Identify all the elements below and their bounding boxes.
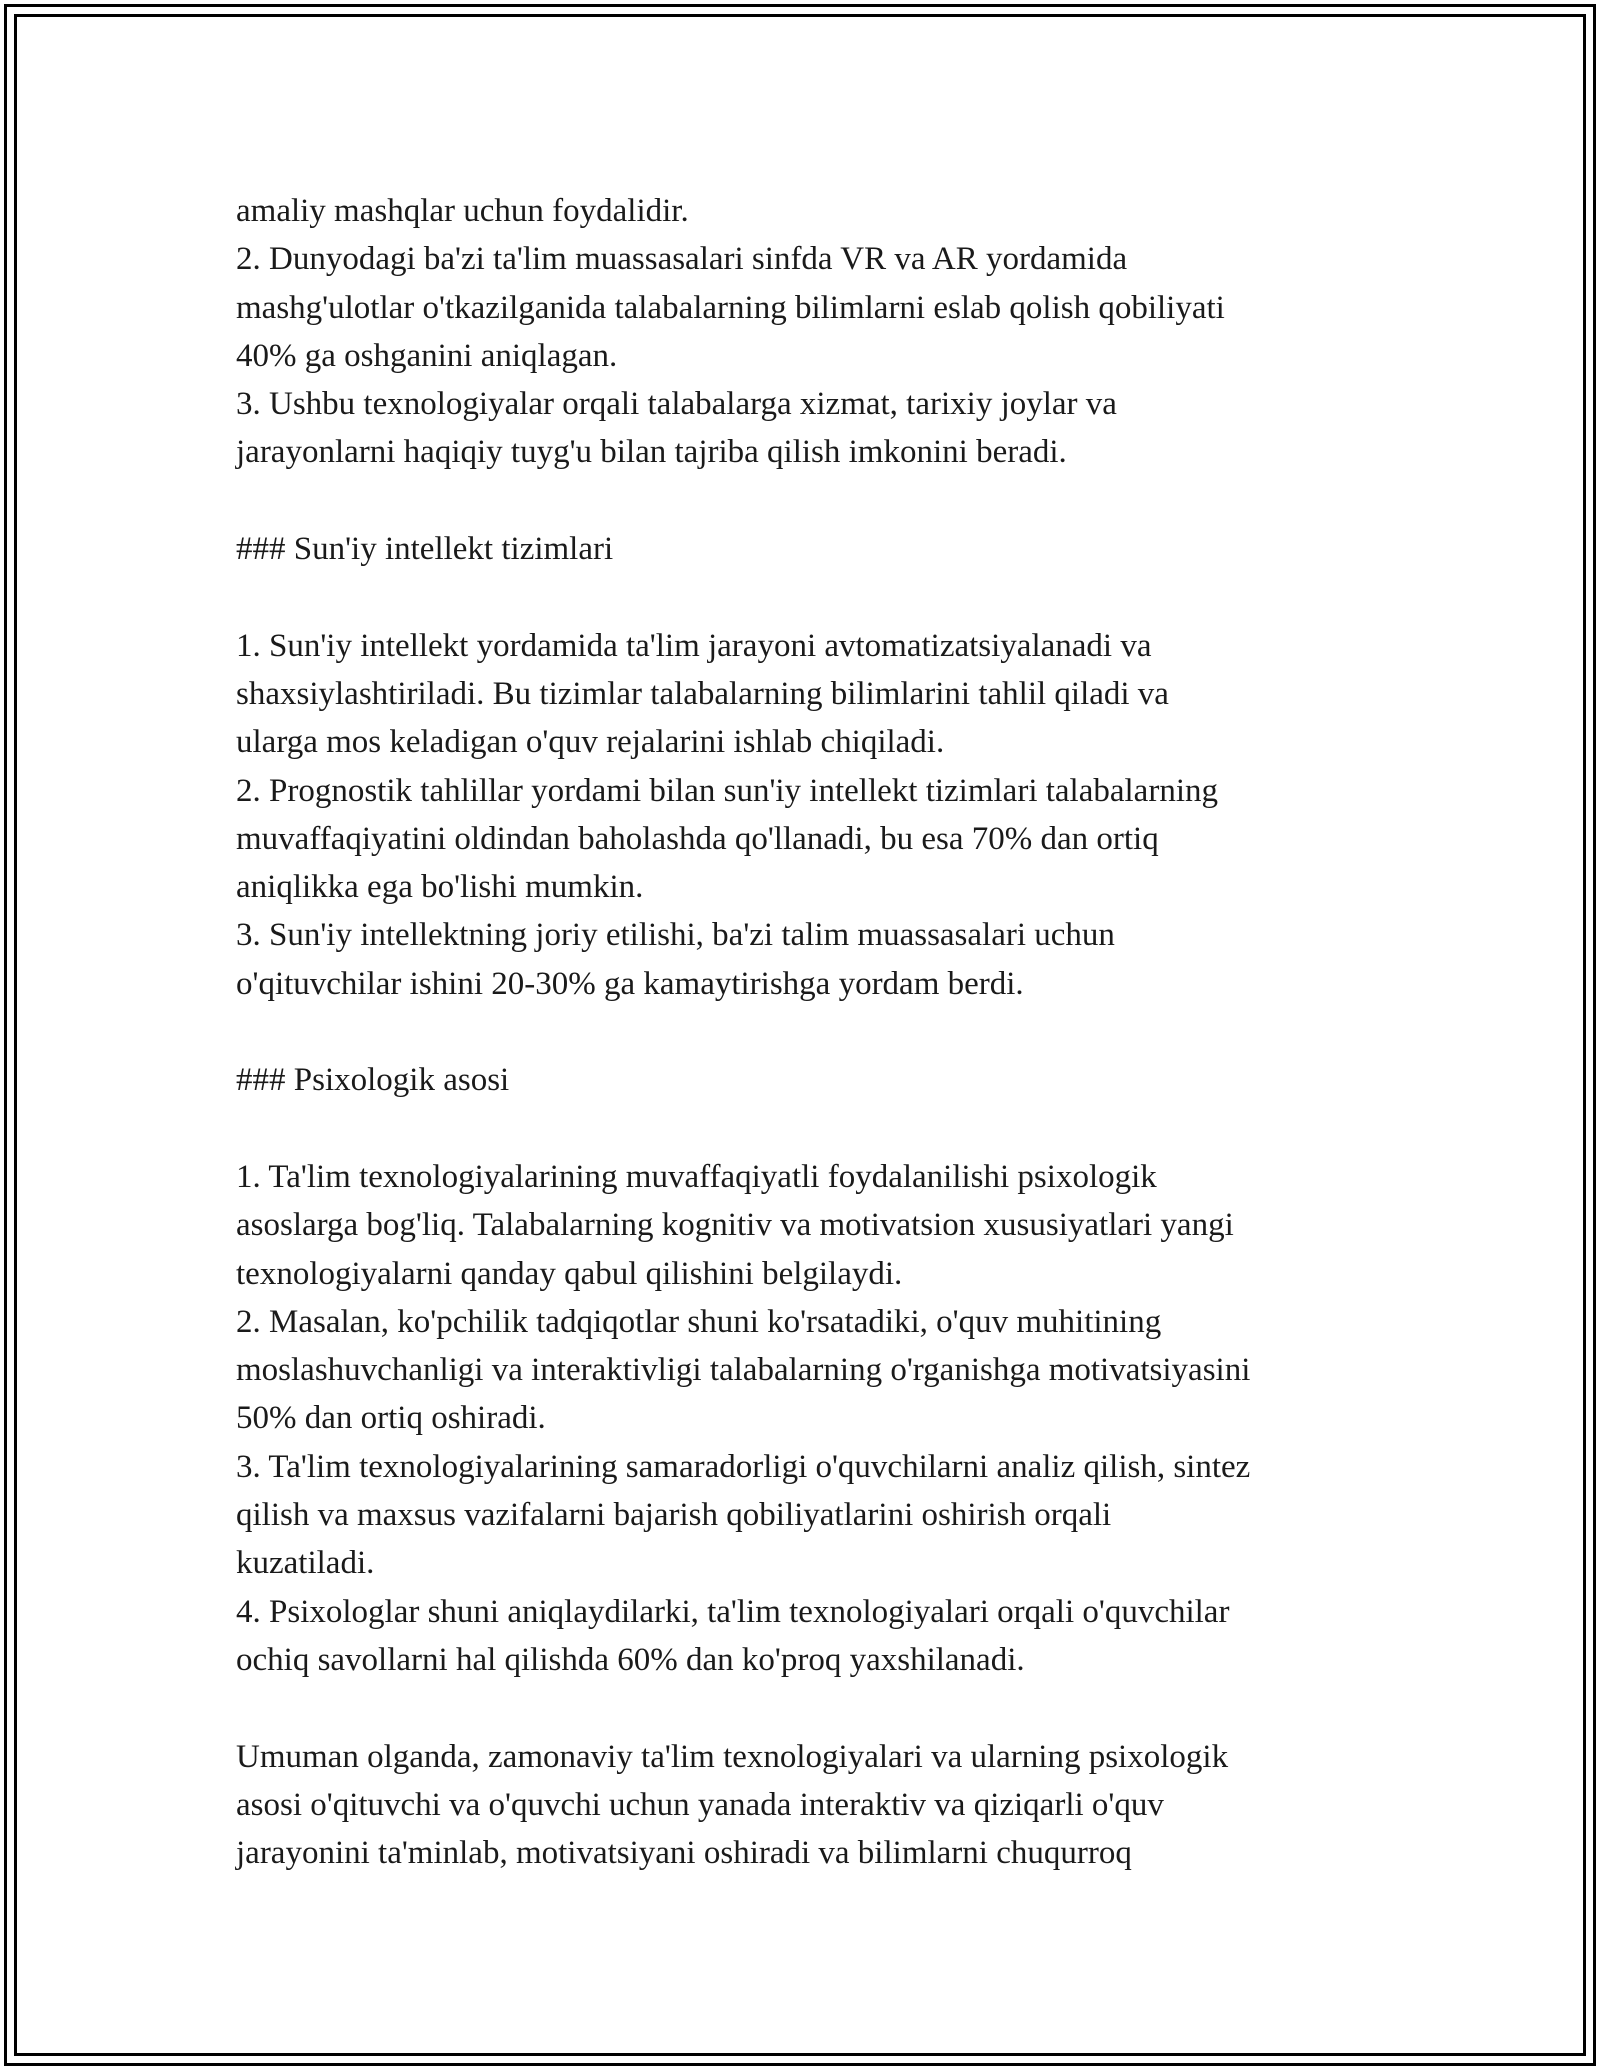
text-line: ochiq savollarni hal qilishda 60% dan ko'proq yaxshilanadi. [236,1641,1025,1678]
text-line: 50% dan ortiq oshiradi. [236,1400,546,1437]
text-line: shaxsiylashtiriladi. Bu tizimlar talabalarning bilimlarini tahlil qiladi va [236,675,1169,712]
blank-line [236,477,1386,525]
text-line: 3. Ushbu texnologiyalar orqali talabalarga xizmat, tarixiy joylar va [236,386,1117,423]
text-line: ularga mos keladigan o'quv rejalarini ishlab chiqiladi. [236,724,945,761]
conclusion-paragraph [236,1733,1386,1878]
section-heading: ### Sun'iy intellekt tizimlari [236,531,614,568]
text-line: 1. Sun'iy intellekt yordamida ta'lim jarayoni avtomatizatsiyalanadi va [236,627,1152,664]
blank-line [236,1008,1386,1056]
text-line: 3. Ta'lim texnologiyalarining samaradorligi o'quvchilarni analiz qilish, sintez [236,1448,1251,1485]
text-line: mashg'ulotlar o'tkazilganida talabalarning bilimlarni eslab qolish qobiliyati [236,289,1225,326]
text-line: o'qituvchilar ishini 20-30% ga kamaytirishga yordam berdi. [236,965,1024,1002]
text-line: aniqlikka ega bo'lishi mumkin. [236,869,644,906]
text-line: muvaffaqiyatini oldindan baholashda qo'llanadi, bu esa 70% dan ortiq [236,820,1159,857]
text-line: kuzatiladi. [236,1545,375,1582]
section-psychology [236,1056,1386,1684]
text-line: 4. Psixologlar shuni aniqlaydilarki, ta'lim texnologiyalari orqali o'quvchilar [236,1593,1230,1630]
text-line: 1. Ta'lim texnologiyalarining muvaffaqiyatli foydalanilishi psixologik [236,1158,1157,1195]
text-line: jarayonlarni haqiqiy tuyg'u bilan tajriba qilish imkonini beradi. [236,434,1067,471]
text-line: 2. Dunyodagi ba'zi ta'lim muassasalari sinfda VR va AR yordamida [236,241,1128,278]
blank-line [236,1684,1386,1732]
section-ai [236,525,1386,1008]
text-line: 2. Prognostik tahlillar yordami bilan sun'iy intellekt tizimlari talabalarning [236,772,1218,809]
text-line: moslashuvchanligi va interaktivligi talabalarning o'rganishga motivatsiyasini [236,1352,1251,1389]
text-line: jarayonini ta'minlab, motivatsiyani oshiradi va bilimlarni chuqurroq [236,1835,1132,1872]
section-heading: ### Psixologik asosi [236,1062,510,1099]
text-line: asosi o'qituvchi va o'quvchi uchun yanada interaktiv va qiziqarli o'quv [236,1786,1164,1823]
blank-line [236,573,1386,621]
intro-paragraph [236,187,1386,477]
text-line: 40% ga oshganini aniqlagan. [236,337,618,374]
text-line: asoslarga bog'liq. Talabalarning kognitiv va motivatsion xususiyatlari yangi [236,1207,1234,1244]
text-line: texnologiyalarni qanday qabul qilishini belgilaydi. [236,1255,903,1292]
text-line: 2. Masalan, ko'pchilik tadqiqotlar shuni ko'rsatadiki, o'quv muhitining [236,1303,1162,1340]
text-line: amaliy mashqlar uchun foydalidir. [236,193,689,229]
text-line: Umuman olganda, zamonaviy ta'lim texnologiyalari va ularning psixologik [236,1738,1229,1775]
text-line: qilish va maxsus vazifalarni bajarish qobiliyatlarini oshirish orqali [236,1497,1112,1534]
blank-line [236,1105,1386,1153]
document-body [236,187,1386,1877]
text-line: 3. Sun'iy intellektning joriy etilishi, ba'zi talim muassasalari uchun [236,917,1115,954]
